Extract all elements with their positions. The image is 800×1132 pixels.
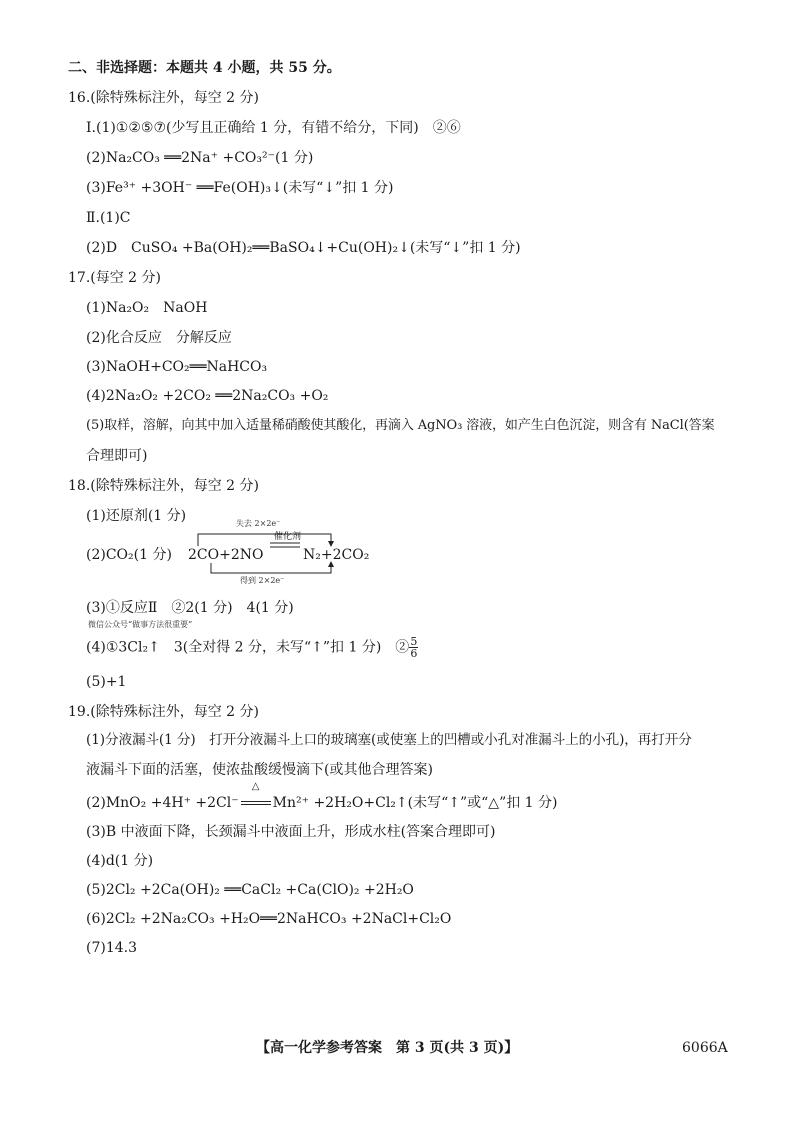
electron-lose-label: 失去 2×2e⁻	[236, 519, 281, 528]
footer-code: 6066A	[682, 1040, 728, 1056]
q17-line-5b: 合理即可)	[86, 448, 148, 464]
q19-line-4: (4)d(1 分)	[86, 853, 154, 869]
q18-line-4	[86, 636, 418, 659]
q18-line-3: (3)①反应Ⅱ ②2(1 分) 4(1 分)	[86, 600, 294, 616]
q18-catalyst: 催化剂	[274, 532, 302, 542]
watermark-text: 微信公众号“做事方法很重要”	[88, 620, 193, 629]
q16-line-2: (2)Na₂CO₃ ══2Na⁺ +CO₃²⁻(1 分)	[86, 150, 314, 166]
q18-frac-num: 5	[410, 635, 418, 648]
equal-bar	[241, 801, 271, 805]
q18-line-1: (1)还原剂(1 分)	[86, 508, 187, 524]
q19-line-2a: (2)MnO₂ +4H⁺ +2Cl⁻	[86, 795, 239, 811]
section-title: 二、非选择题：本题共 4 小题，共 55 分。	[68, 60, 341, 76]
q19-line-5: (5)2Cl₂ +2Ca(OH)₂ ══CaCl₂ +Ca(ClO)₂ +2H₂O	[86, 882, 414, 898]
q19-line-7: (7)14.3	[86, 940, 138, 956]
q18-fraction	[409, 636, 418, 659]
q19-line-1a: (1)分液漏斗(1 分) 打开分液漏斗上口的玻璃塞(或使塞上的凹槽或小孔对准漏斗上的小孔)，再打开分	[86, 732, 692, 748]
q17-line-5a: (5)取样，溶解，向其中加入适量稀硝酸使其酸化，再滴入 AgNO₃ 溶液，如产生白色沉淀，则含有 NaCl(答案	[86, 418, 715, 433]
q19-line-3: (3)B 中液面下降，长颈漏斗中液面上升，形成水柱(答案合理即可)	[86, 824, 496, 840]
q17-line-2: (2)化合反应 分解反应	[86, 330, 232, 346]
q19-line-1b: 液漏斗下面的活塞，使浓盐酸缓慢滴下(或其他合理答案)	[86, 762, 433, 778]
q17-line-3: (3)NaOH+CO₂══NaHCO₃	[86, 359, 268, 375]
q18-header: 18.(除特殊标注外，每空 2 分)	[68, 478, 259, 494]
footer-page-info: 【高一化学参考答案 第 3 页(共 3 页)】	[256, 1040, 519, 1056]
q16-line-1: Ⅰ.(1)①②⑤⑦(少写且正确给 1 分，有错不给分，下同) ②⑥	[86, 120, 461, 136]
q19-header: 19.(除特殊标注外，每空 2 分)	[68, 704, 259, 720]
q16-header: 16.(除特殊标注外，每空 2 分)	[68, 90, 259, 106]
q16-line-3: (3)Fe³⁺ +3OH⁻ ══Fe(OH)₃↓(未写“↓”扣 1 分)	[86, 180, 394, 196]
heat-symbol: △	[251, 781, 260, 792]
q18-line-2-prefix: (2)CO₂(1 分)	[86, 547, 172, 563]
heat-arrow	[239, 781, 273, 813]
q18-frac-den: 6	[410, 647, 418, 660]
q18-eq-right: N₂+2CO₂	[303, 547, 370, 563]
q19-line-6: (6)2Cl₂ +2Na₂CO₃ +H₂O══2NaHCO₃ +2NaCl+Cl₂O	[86, 911, 452, 927]
q17-line-4: (4)2Na₂O₂ +2CO₂ ══2Na₂CO₃ +O₂	[86, 388, 329, 404]
q19-line-2b: Mn²⁺ +2H₂O+Cl₂↑(未写“↑”或“△”扣 1 分)	[272, 795, 558, 811]
q17-line-1: (1)Na₂O₂ NaOH	[86, 300, 208, 316]
q18-eq-left: 2CO+2NO	[188, 547, 264, 563]
electron-gain-label: 得到 2×2e⁻	[240, 576, 285, 585]
q18-line-5: (5)+1	[86, 674, 127, 690]
q18-line-4-text: (4)①3Cl₂↑ 3(全对得 2 分，未写“↑”扣 1 分) ②	[86, 639, 410, 656]
q17-header: 17.(每空 2 分)	[68, 270, 161, 286]
q16-line-4: Ⅱ.(1)C	[86, 210, 131, 226]
q16-line-5: (2)D CuSO₄ +Ba(OH)₂══BaSO₄↓+Cu(OH)₂↓(未写“↓”扣 1 分)	[86, 240, 521, 256]
q19-line-2	[86, 781, 558, 813]
